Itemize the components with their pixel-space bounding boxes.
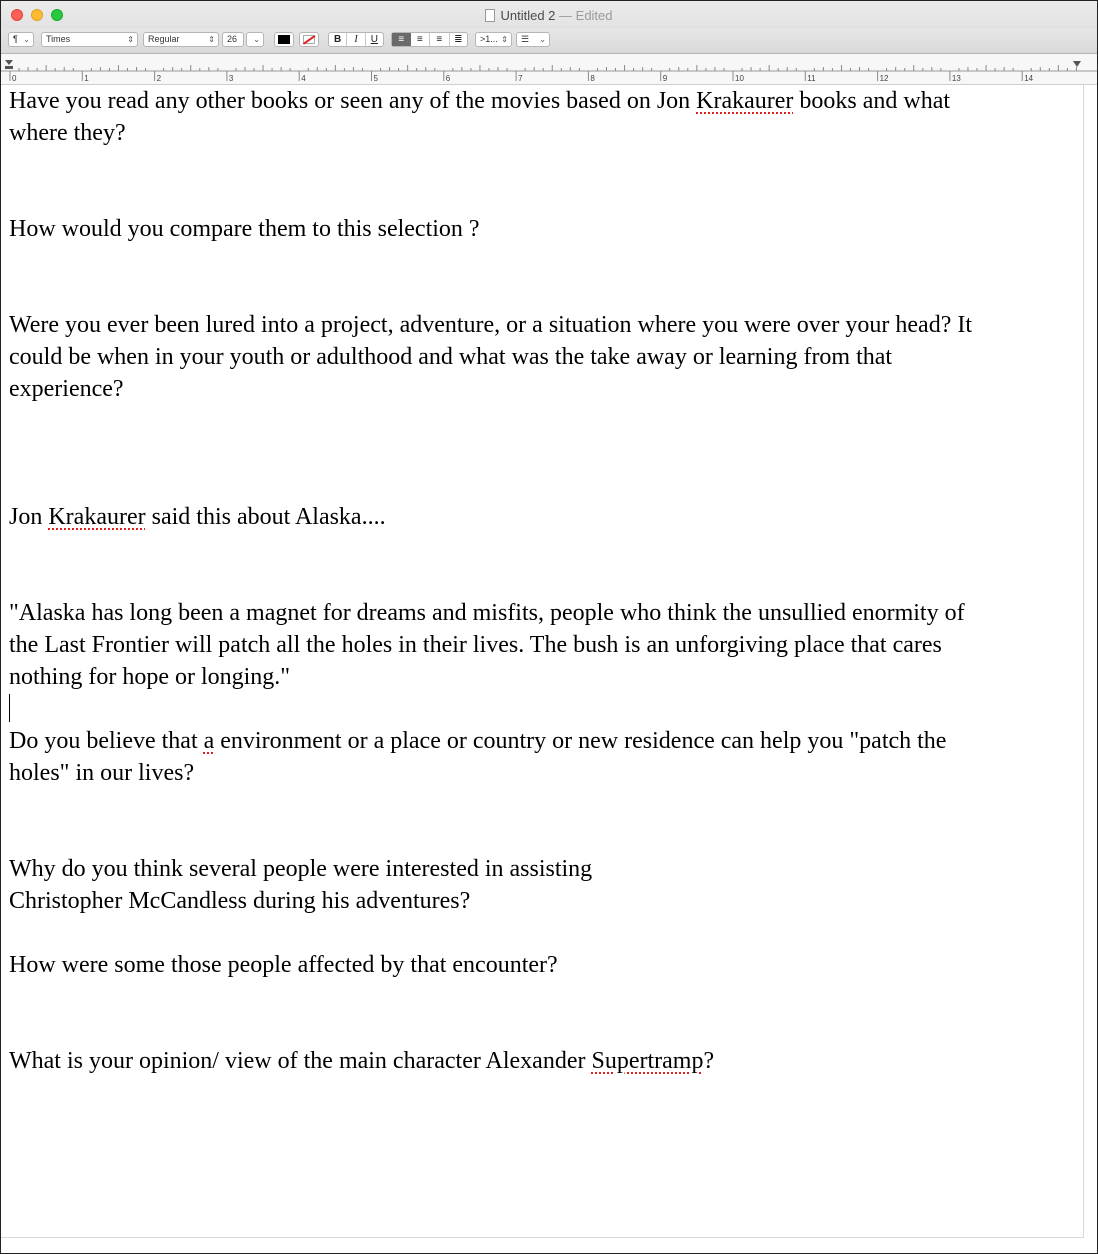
ruler-label: 3: [228, 74, 234, 83]
line-text: Christopher McCandless during his adventures?: [9, 888, 471, 914]
paragraph-style-icon: ¶: [13, 34, 18, 44]
line-text: Jon: [9, 504, 49, 530]
document-line[interactable]: [9, 373, 1075, 405]
line-text: Have you read any other books or seen any of the movies based on Jon: [9, 88, 697, 114]
document-line[interactable]: [9, 917, 1075, 949]
line-text: experience?: [9, 376, 124, 402]
window-title: [1, 8, 1097, 23]
ruler-label: 5: [373, 74, 378, 83]
line-text: the Last Frontier will patch all the holes in their lives. The bush is an unforgiving place that cares: [9, 632, 942, 658]
line-text: Were you ever been lured into a project, adventure, or a situation where you were over your head? It: [9, 312, 972, 338]
ruler[interactable]: [1, 54, 1097, 85]
document-line[interactable]: [9, 309, 1075, 341]
align-right-icon[interactable]: ≡: [430, 33, 450, 46]
edited-status: — Edited: [559, 8, 613, 23]
misspelled-word[interactable]: Krakaurer: [48, 504, 146, 530]
bold-button[interactable]: B: [329, 33, 347, 46]
italic-button[interactable]: I: [347, 33, 365, 46]
ruler-ticks: [10, 65, 1076, 81]
document-line[interactable]: [9, 981, 1075, 1013]
font-size-value: 26: [227, 34, 238, 44]
document-line[interactable]: [9, 1045, 1075, 1077]
document-text[interactable]: [9, 85, 1075, 1077]
document-line[interactable]: [9, 757, 1075, 789]
document-line[interactable]: [9, 725, 1075, 757]
ruler-label: 13: [951, 74, 961, 83]
document-line[interactable]: [9, 661, 1075, 693]
justify-icon[interactable]: ≣: [454, 34, 463, 45]
document-line[interactable]: [9, 629, 1075, 661]
window-title-text: Untitled 2: [500, 8, 556, 23]
updown-arrows-icon: ⇕: [127, 35, 134, 44]
line-text: "Alaska has long been a magnet for dreams and misfits, people who think the unsullied enormity of: [9, 600, 965, 626]
align-left-icon[interactable]: ≡: [392, 33, 411, 46]
font-size-field[interactable]: [222, 32, 244, 47]
font-style-value: Regular: [148, 34, 180, 44]
document-area[interactable]: [1, 85, 1084, 1238]
line-text: where they?: [9, 120, 126, 146]
document-line[interactable]: [9, 565, 1075, 597]
highlight-color-well[interactable]: [299, 32, 319, 47]
ruler-label: 8: [590, 74, 595, 83]
document-line[interactable]: [9, 405, 1075, 437]
text-color-well[interactable]: [274, 32, 294, 47]
document-line[interactable]: [9, 341, 1075, 373]
ruler-label: 9: [662, 74, 668, 83]
font-family-popup[interactable]: [41, 32, 138, 47]
ruler-label: 0: [12, 74, 17, 83]
right-indent-marker[interactable]: [1073, 61, 1081, 67]
line-text: ?: [703, 1048, 715, 1074]
line-spacing-popup[interactable]: [475, 32, 512, 47]
format-bar: [1, 29, 1097, 54]
list-icon: ☰: [521, 34, 530, 44]
line-text: Do you believe that: [9, 728, 204, 754]
ruler-label: 11: [807, 74, 816, 83]
document-line[interactable]: [9, 277, 1075, 309]
ruler-scale: [1, 54, 1097, 84]
document-line[interactable]: [9, 213, 1075, 245]
ruler-labels: [12, 74, 1034, 83]
text-style-buttons: [328, 32, 384, 47]
updown-arrows-icon: ⇕: [208, 35, 215, 44]
line-spacing-value: >1...: [480, 34, 498, 44]
document-line[interactable]: [9, 117, 1075, 149]
font-family-value: Times: [46, 34, 71, 44]
document-line[interactable]: [9, 149, 1075, 181]
document-line[interactable]: [9, 885, 1075, 917]
line-text: How would you compare them to this selection ?: [9, 216, 480, 242]
ruler-label: 6: [445, 74, 451, 83]
line-text: Why do you think several people were interested in assisting: [9, 856, 593, 882]
paragraph-style-menu[interactable]: [8, 32, 34, 47]
align-center-icon[interactable]: ≡: [411, 33, 431, 46]
line-text: How were some those people affected by that encounter?: [9, 952, 558, 978]
left-indent-marker[interactable]: [5, 66, 13, 69]
chevron-down-icon: ⌄: [539, 35, 546, 44]
document-line[interactable]: [9, 853, 1075, 885]
chevron-down-icon: ⌄: [23, 35, 30, 44]
updown-arrows-icon: ⇕: [501, 35, 508, 44]
ruler-label: 12: [879, 74, 889, 83]
underline-button[interactable]: U: [370, 34, 378, 45]
misspelled-word[interactable]: a: [203, 728, 215, 754]
document-icon: [485, 9, 495, 22]
document-line[interactable]: [9, 597, 1075, 629]
line-text: said this about Alaska....: [145, 504, 386, 530]
line-text: holes" in our lives?: [9, 760, 195, 786]
text-color-swatch: [278, 35, 290, 44]
ruler-label: 4: [301, 74, 306, 83]
document-line[interactable]: [9, 693, 1075, 725]
ruler-label: 2: [156, 74, 162, 83]
line-text: could be when in your youth or adulthood and what was the take away or learning from that: [9, 344, 893, 370]
line-text: environment or a place or country or new residence can help you "patch the: [214, 728, 947, 754]
document-line[interactable]: [9, 469, 1075, 501]
title-bar[interactable]: [1, 1, 1097, 29]
list-bullets-menu[interactable]: [516, 32, 550, 47]
document-line[interactable]: [9, 949, 1075, 981]
misspelled-word[interactable]: Supertramp: [591, 1048, 704, 1074]
first-line-indent-marker[interactable]: [5, 60, 13, 65]
alignment-buttons: [391, 32, 468, 47]
font-style-popup[interactable]: [143, 32, 219, 47]
line-text: books and what: [793, 88, 951, 114]
document-line[interactable]: [9, 533, 1075, 565]
line-text: nothing for hope or longing.": [9, 664, 291, 690]
document-line[interactable]: [9, 501, 1075, 533]
ruler-label: 7: [518, 74, 523, 83]
chevron-down-icon: ⌄: [253, 35, 260, 44]
text-cursor: [9, 694, 10, 722]
document-line[interactable]: [9, 85, 1075, 117]
document-line[interactable]: [9, 437, 1075, 469]
ruler-label: 1: [84, 74, 89, 83]
document-line[interactable]: [9, 1013, 1075, 1045]
ruler-label: 14: [1024, 74, 1034, 83]
line-text: What is your opinion/ view of the main character Alexander: [9, 1048, 592, 1074]
misspelled-word[interactable]: Krakaurer: [696, 88, 794, 114]
font-size-menu[interactable]: [246, 32, 264, 47]
document-line[interactable]: [9, 821, 1075, 853]
document-line[interactable]: [9, 789, 1075, 821]
ruler-label: 10: [735, 74, 744, 83]
document-line[interactable]: [9, 181, 1075, 213]
document-line[interactable]: [9, 245, 1075, 277]
